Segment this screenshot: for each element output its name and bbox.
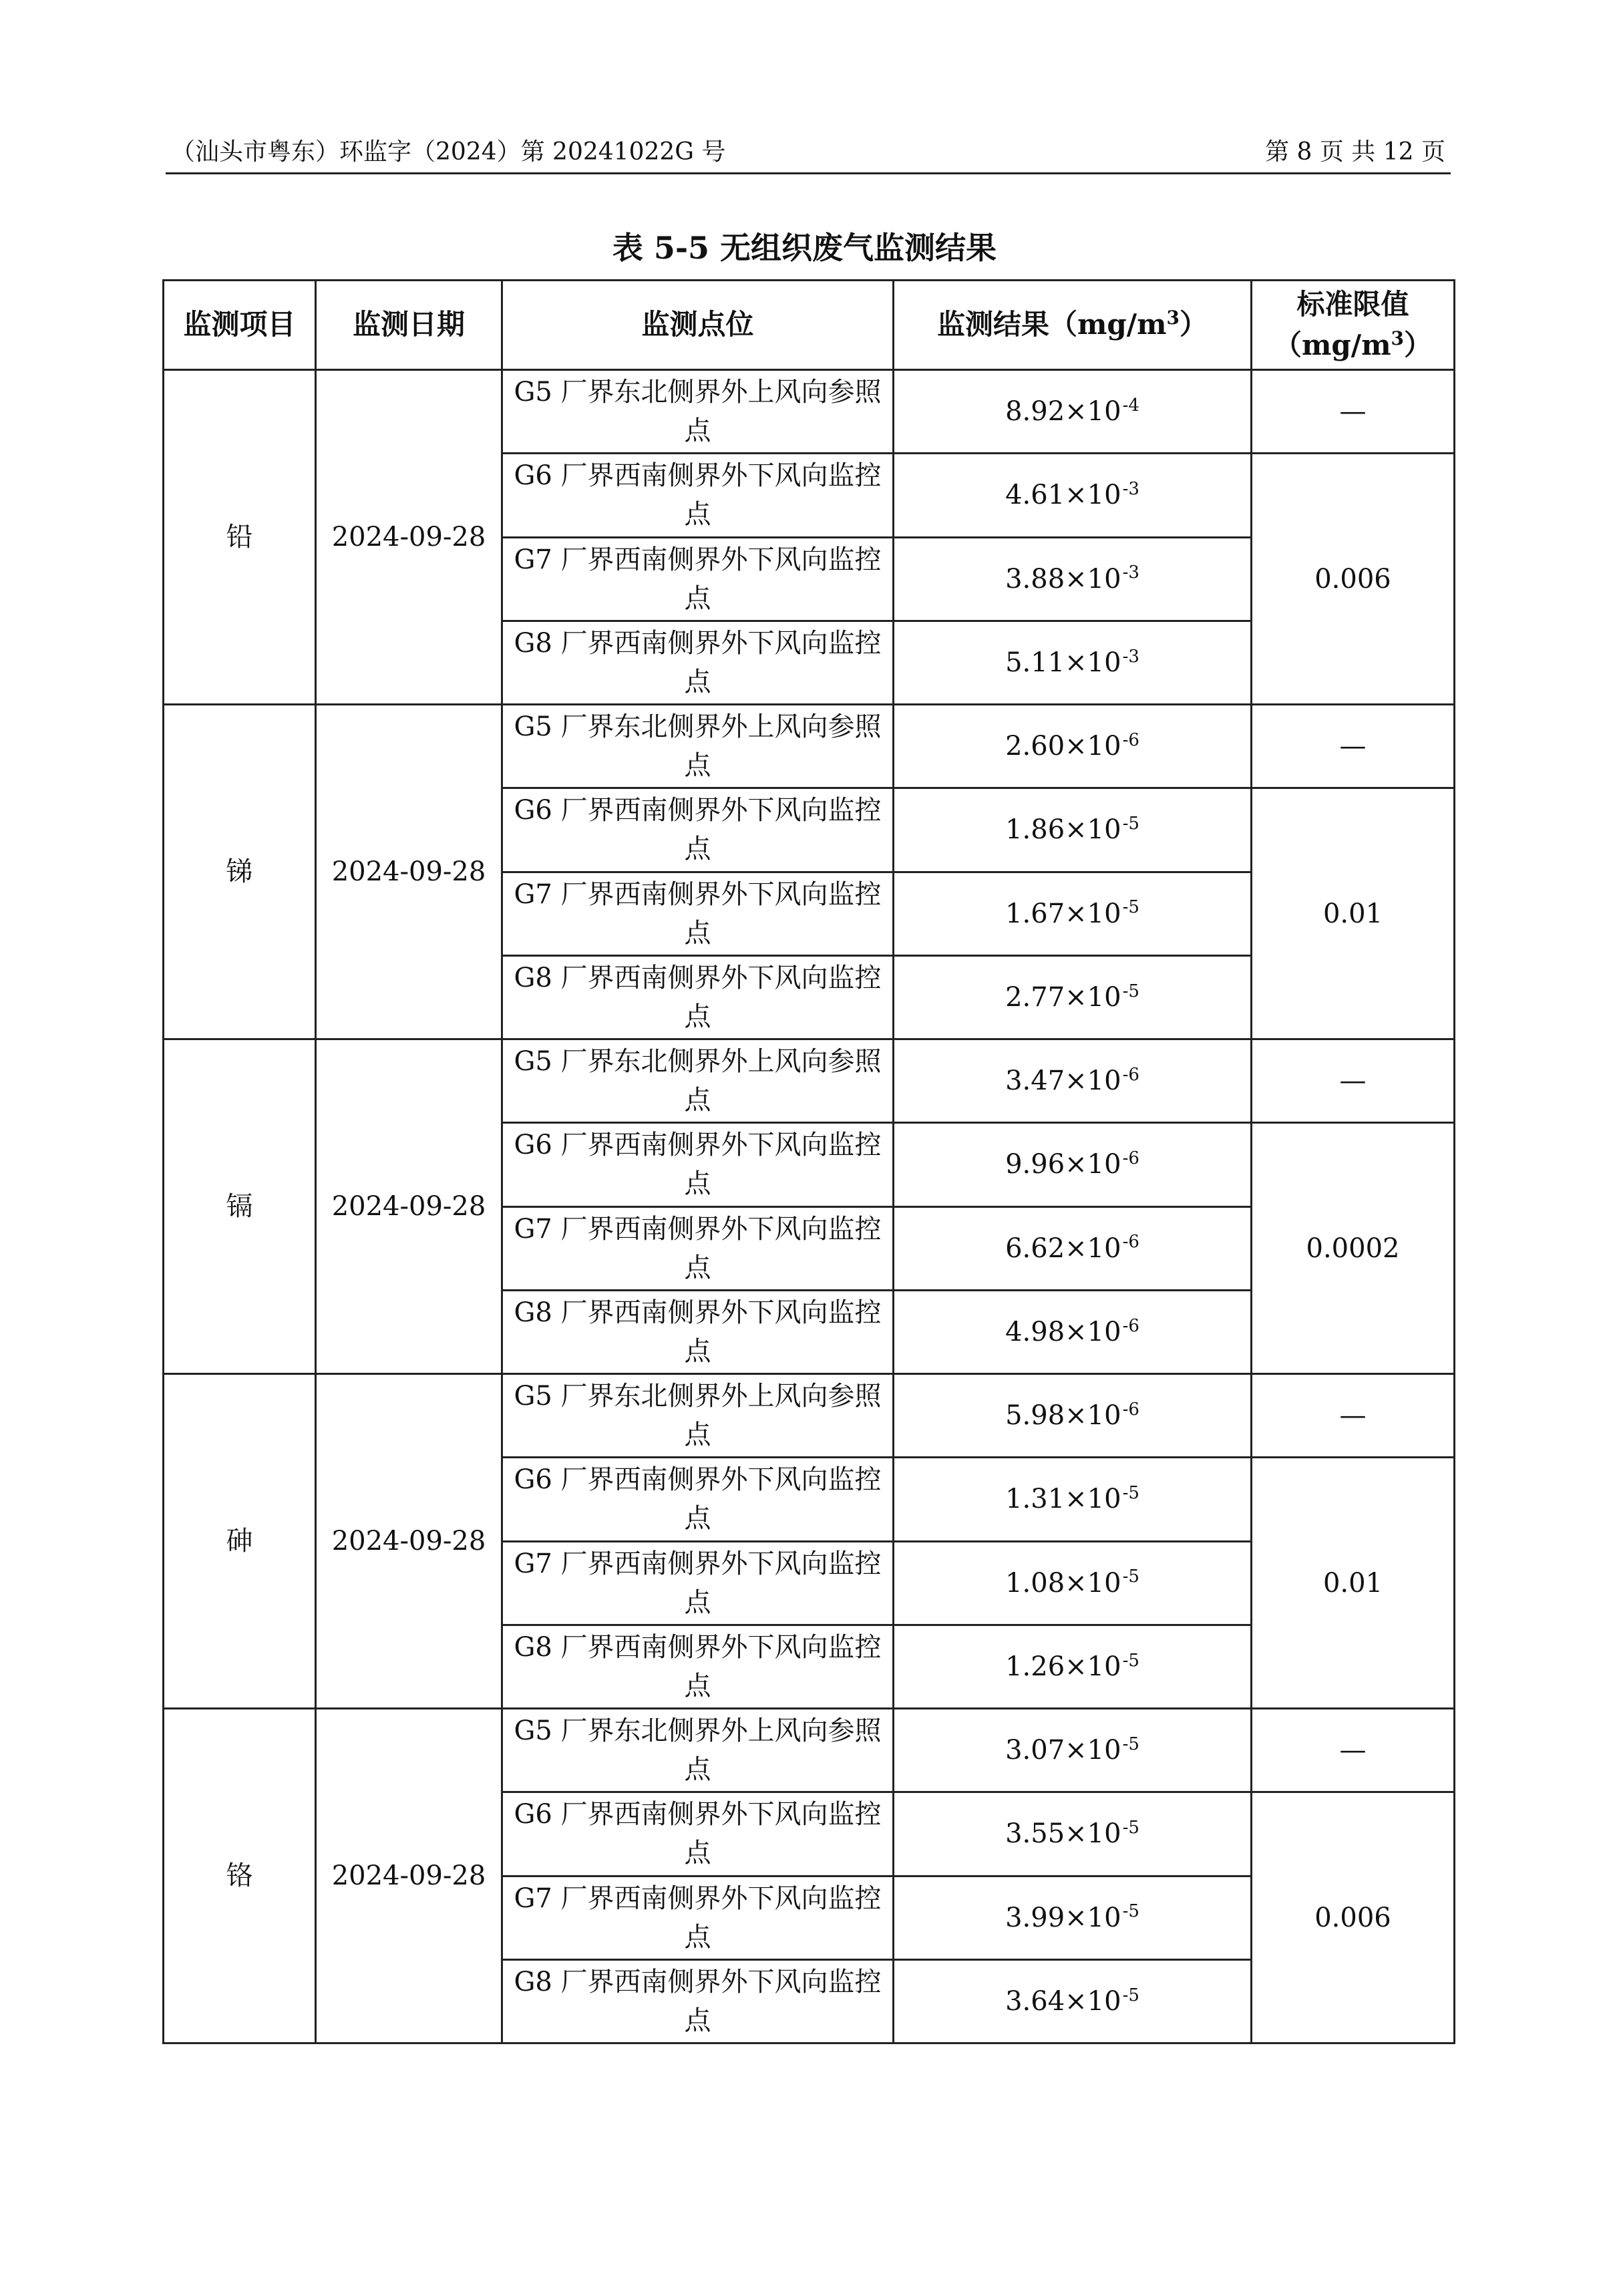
table-body [164,370,1455,2043]
page-number: 第 8 页 共 12 页 [1265,138,1445,166]
cell-limit-reference: — [1252,1709,1455,1792]
table-row [164,370,1455,454]
table-row [164,1709,1455,1792]
result-mantissa: 6.62×10 [1005,1233,1121,1264]
result-mantissa: 1.08×10 [1005,1567,1121,1599]
cell-monitoring-point: G6 厂界西南侧界外下风向监控点 [502,1458,894,1541]
result-exponent: -5 [1122,1483,1139,1504]
page-header [166,131,1451,174]
cell-standard-limit: 0.01 [1252,1458,1455,1709]
cell-monitoring-result [894,537,1252,621]
cell-monitoring-result [894,955,1252,1039]
cell-monitoring-result [894,1792,1252,1876]
result-mantissa: 9.96×10 [1005,1149,1121,1180]
cell-monitoring-point: G7 厂界西南侧界外下风向监控点 [502,1541,894,1625]
cell-standard-limit: 0.0002 [1252,1123,1455,1374]
result-exponent: -5 [1122,1818,1139,1838]
result-mantissa: 1.26×10 [1005,1651,1121,1682]
cell-monitoring-date: 2024-09-28 [316,1374,502,1709]
cell-monitoring-result [894,1123,1252,1206]
cell-monitoring-date: 2024-09-28 [316,1039,502,1374]
header-point: 监测点位 [502,281,894,370]
result-mantissa: 3.99×10 [1005,1902,1121,1933]
cell-limit-reference: — [1252,370,1455,454]
cell-monitoring-point: G8 厂界西南侧界外下风向监控点 [502,1625,894,1708]
result-mantissa: 3.07×10 [1005,1735,1121,1766]
table-row [164,705,1455,788]
cell-limit-reference: — [1252,1039,1455,1123]
result-exponent: -4 [1122,395,1139,416]
cell-monitoring-result [894,621,1252,704]
cell-monitoring-result [894,788,1252,872]
cell-monitoring-result [894,1959,1252,2043]
cell-monitoring-result [894,1290,1252,1373]
cell-monitoring-point: G6 厂界西南侧界外下风向监控点 [502,1792,894,1876]
cell-monitoring-point: G5 厂界东北侧界外上风向参照点 [502,1709,894,1792]
cell-monitoring-result [894,1541,1252,1625]
result-exponent: -5 [1122,1734,1139,1754]
cell-monitoring-date: 2024-09-28 [316,370,502,705]
header-date: 监测日期 [316,281,502,370]
header-limit: 标准限值 $(mg/m^3)$ [1252,281,1455,370]
header-item: 监测项目 [164,281,316,370]
cell-standard-limit: 0.01 [1252,788,1455,1039]
cell-limit-reference: — [1252,1374,1455,1458]
result-mantissa: 8.92×10 [1005,396,1121,428]
result-exponent: -3 [1122,479,1139,500]
result-mantissa: 5.98×10 [1005,1400,1121,1432]
result-mantissa: 3.64×10 [1005,1985,1121,2017]
cell-monitoring-item: 镉 [164,1039,316,1374]
cell-monitoring-date: 2024-09-28 [316,1709,502,2043]
monitoring-results-table [162,279,1455,2044]
result-exponent: -5 [1122,1567,1139,1587]
table-header-row [164,281,1455,370]
cell-monitoring-item: 砷 [164,1374,316,1709]
result-exponent: -3 [1122,646,1139,667]
result-exponent: -5 [1122,1650,1139,1671]
result-mantissa: 3.55×10 [1005,1818,1121,1850]
result-mantissa: 4.61×10 [1005,480,1121,511]
cell-monitoring-result [894,1625,1252,1708]
document-number: （汕头市粤东）环监字（2024）第 20241022G 号 [171,138,726,166]
result-mantissa: 1.31×10 [1005,1484,1121,1515]
result-exponent: -5 [1122,1985,1139,2005]
header-result: 监测结果$(mg/m^3)$ [894,281,1252,370]
cell-monitoring-point: G5 厂界东北侧界外上风向参照点 [502,370,894,454]
result-exponent: -5 [1122,897,1139,918]
result-mantissa: 2.77×10 [1005,981,1121,1013]
cell-monitoring-result [894,1458,1252,1541]
cell-monitoring-result [894,872,1252,955]
result-mantissa: 3.47×10 [1005,1065,1121,1097]
cell-monitoring-result [894,1206,1252,1290]
cell-monitoring-point: G5 厂界东北侧界外上风向参照点 [502,705,894,788]
cell-monitoring-point: G5 厂界东北侧界外上风向参照点 [502,1374,894,1458]
cell-monitoring-result [894,1709,1252,1792]
table-row [164,1039,1455,1123]
result-exponent: -6 [1122,1064,1139,1085]
result-exponent: -5 [1122,1901,1139,1922]
cell-monitoring-item: 铅 [164,370,316,705]
result-mantissa: 5.11×10 [1005,647,1121,678]
cell-monitoring-point: G6 厂界西南侧界外下风向监控点 [502,1123,894,1206]
cell-standard-limit: 0.006 [1252,454,1455,705]
result-mantissa: 4.98×10 [1005,1316,1121,1347]
cell-monitoring-point: G8 厂界西南侧界外下风向监控点 [502,955,894,1039]
cell-monitoring-result [894,454,1252,537]
table-title: 表 5-5 无组织废气监测结果 [612,230,997,266]
result-exponent: -6 [1122,1148,1139,1169]
cell-monitoring-result [894,370,1252,454]
cell-monitoring-point: G7 厂界西南侧界外下风向监控点 [502,1206,894,1290]
result-mantissa: 2.60×10 [1005,731,1121,762]
cell-monitoring-point: G6 厂界西南侧界外下风向监控点 [502,788,894,872]
cell-monitoring-point: G8 厂界西南侧界外下风向监控点 [502,621,894,704]
result-mantissa: 3.88×10 [1005,563,1121,595]
result-exponent: -5 [1122,981,1139,1001]
cell-monitoring-point: G7 厂界西南侧界外下风向监控点 [502,537,894,621]
result-exponent: -5 [1122,814,1139,834]
table-row [164,1374,1455,1458]
result-exponent: -6 [1122,1399,1139,1420]
cell-monitoring-point: G5 厂界东北侧界外上风向参照点 [502,1039,894,1123]
cell-monitoring-result [894,1039,1252,1123]
result-mantissa: 1.86×10 [1005,814,1121,846]
cell-monitoring-point: G7 厂界西南侧界外下风向监控点 [502,872,894,955]
result-exponent: -3 [1122,562,1139,583]
cell-monitoring-point: G7 厂界西南侧界外下风向监控点 [502,1876,894,1959]
cell-monitoring-item: 铬 [164,1709,316,2043]
cell-monitoring-point: G6 厂界西南侧界外下风向监控点 [502,454,894,537]
result-exponent: -6 [1122,729,1139,750]
result-mantissa: 1.67×10 [1005,898,1121,929]
cell-monitoring-point: G8 厂界西南侧界外下风向监控点 [502,1290,894,1373]
cell-monitoring-result [894,705,1252,788]
cell-standard-limit: 0.006 [1252,1792,1455,2043]
cell-monitoring-result [894,1876,1252,1959]
result-exponent: -6 [1122,1232,1139,1253]
result-exponent: -6 [1122,1315,1139,1336]
cell-monitoring-result [894,1374,1252,1458]
cell-monitoring-date: 2024-09-28 [316,705,502,1039]
cell-monitoring-item: 锑 [164,705,316,1039]
cell-limit-reference: — [1252,705,1455,788]
cell-monitoring-point: G8 厂界西南侧界外下风向监控点 [502,1959,894,2043]
